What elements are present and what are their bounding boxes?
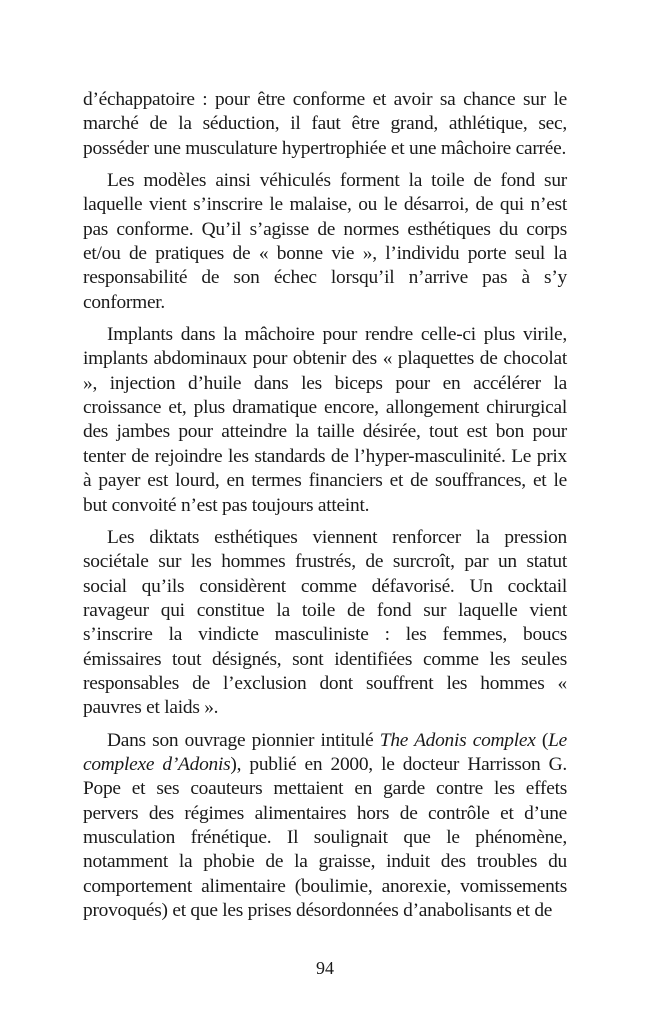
paragraph-5-part-3: ), publié en 2000, le docteur Harrisson G. Pope et ses coauteurs mettaient en garde contre les effets pervers des régimes alimentaires hors de contrôle et d’une musculation frénétique. Il soulignait que le phénomène, notamment la phobie de la graisse, induit des troubles du comportement alimentaire (boulimie, anorexie, vomissements provoqués) et que les prises désordonnées d’anabolisants et de — [83, 753, 567, 921]
paragraph-1: d’échappatoire : pour être conforme et avoir sa chance sur le marché de la séduction, il faut être grand, athlétique, sec, posséder une musculature hypertrophiée et une mâchoire carrée. — [83, 89, 567, 159]
page-number: 94 — [316, 958, 334, 978]
paragraph-5-part-1: Dans son ouvrage pionnier intitulé — [107, 729, 380, 751]
page-body — [83, 88, 567, 923]
paragraph-5-part-2: ( — [535, 729, 549, 751]
paragraph-2: Les modèles ainsi véhiculés forment la toile de fond sur laquelle vient s’inscrire le malaise, ou le désarroi, de qui n’est pas conforme. Qu’il s’agisse de normes esthétiques du corps et/ou de pratiques de « bonne vie », l’individu porte seul la responsabilité de son échec lorsqu’il n’arrive pas à s’y conformer. — [83, 170, 567, 313]
paragraph-4: Les diktats esthétiques viennent renforcer la pression sociétale sur les hommes frustrés, de surcroît, par un statut social qu’ils considèrent comme défavorisé. Un cocktail ravageur qui constitue la toile de fond sur laquelle vient s’inscrire la vindicte masculiniste : les femmes, boucs émissaires tout désignés, sont identifiées comme les seules responsables de l’exclusion dont souffrent les hommes « pauvres et laids ». — [83, 526, 567, 719]
paragraph-5 — [83, 729, 567, 924]
paragraph-3: Implants dans la mâchoire pour rendre celle-ci plus virile, implants abdominaux pour obtenir des « plaquettes de chocolat », injection d’huile dans les biceps pour en accélérer la croissance et, plus dramatique encore, allongement chirurgical des jambes pour atteindre la taille désirée, tout est bon pour tenter de rejoindre les standards de l’hyper-masculinité. Le prix à payer est lourd, en termes financiers et de souffrances, et le but convoité n’est pas toujours atteint. — [83, 324, 567, 516]
book-title-french: Le complexe d’Adonis — [83, 729, 567, 775]
book-title-english: The Adonis complex — [379, 729, 536, 751]
